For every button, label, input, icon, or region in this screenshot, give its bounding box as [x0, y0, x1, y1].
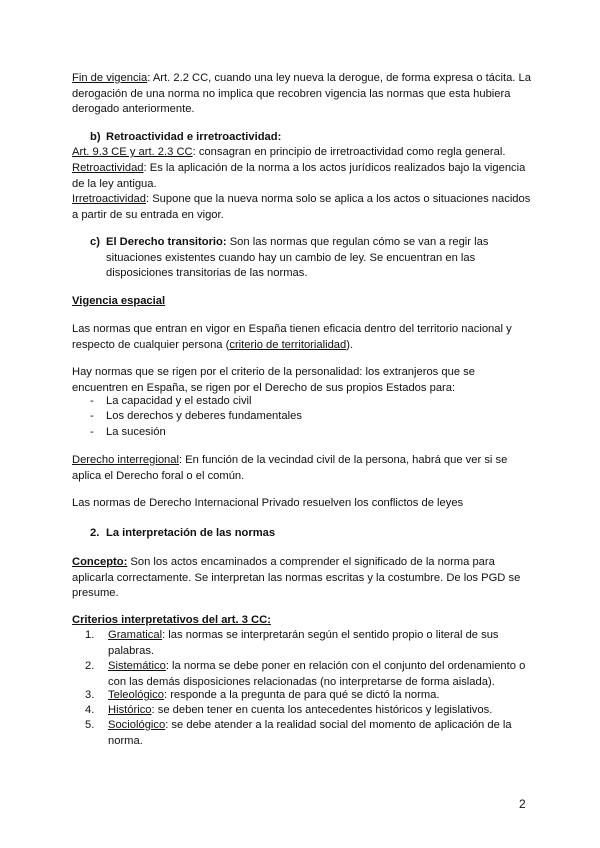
retro-line-1-label: Art. 9.3 CE y art. 2.3 CC [72, 146, 193, 158]
vigencia-p1-b: ). [346, 338, 354, 351]
bullet-dash: - [90, 410, 94, 422]
criterio-text: : se debe atender a la realidad social del momento de aplicación de la norma. [108, 719, 512, 747]
concepto-label: Concepto: [72, 556, 128, 568]
retro-line-2 [72, 161, 534, 192]
criterio-text: : responde a la pregunta de para qué se dictó la norma. [163, 689, 440, 701]
criterio-label: Sociológico [108, 719, 166, 731]
criterio-number: 2. [85, 660, 95, 672]
criterio-number: 5. [85, 719, 95, 731]
section-2-title: La interpretación de las normas [106, 527, 276, 539]
criterio-text: : las normas se interpretarán según el sentido propio o literal de sus palabras. [108, 629, 499, 657]
criterio-item [108, 688, 534, 704]
retro-line-2-label: Retroactividad [72, 162, 144, 174]
bullet-item: La capacidad y el estado civil [106, 395, 252, 407]
retro-line-1-text: : consagran en principio de irretroactividad como regla general. [192, 146, 506, 158]
section-b-marker: b) [90, 131, 101, 143]
vigencia-espacial-p2: Hay normas que se rigen por el criterio de la personalidad: los extranjeros que se encuentren en España, se rigen por el Derecho de sus propios Estados para: [72, 366, 475, 394]
criterios-heading: Criterios interpretativos del art. 3 CC: [72, 614, 271, 626]
concepto-text: Son los actos encaminados a comprender el significado de la norma para aplicarla correctamente. Se interpretan las normas escritas y la costumbre. De los PGD se presume. [72, 556, 521, 600]
vigencia-espacial-heading: Vigencia espacial [72, 295, 166, 307]
section-2-marker: 2. [90, 527, 100, 539]
section-c-text: Son las normas que regulan cómo se van a regir las situaciones existentes cuando hay un cambio de ley. Se encuentran en las disposiciones transitorias de las normas. [106, 236, 489, 280]
criterio-number: 4. [85, 704, 95, 716]
fin-vigencia-label: Fin de vigencia [72, 72, 148, 84]
derecho-interregional-text: : En función de la vecindad civil de la persona, habrá que ver si se aplica el Derecho foral o el común. [72, 454, 508, 482]
bullet-item: La sucesión [106, 426, 166, 438]
criterio-number: 1. [85, 629, 95, 641]
vigencia-espacial-p1 [72, 322, 534, 353]
bullet-item: Los derechos y deberes fundamentales [106, 410, 302, 422]
criterio-number: 3. [85, 689, 95, 701]
retro-line-1 [72, 145, 534, 161]
criterio-label: Gramatical [108, 629, 163, 641]
fin-vigencia-text: : Art. 2.2 CC, cuando una ley nueva la derogue, de forma expresa o tácita. La derogación de una norma no implica que recobren vigencia las normas que esta hubiera derogado anteriormente. [72, 72, 531, 116]
criterio-item [108, 703, 534, 719]
dip-paragraph: Las normas de Derecho Internacional Privado resuelven los conflictos de leyes [72, 497, 464, 509]
bullet-dash: - [90, 426, 94, 438]
section-c-paragraph [106, 235, 536, 282]
criterio-text: : se deben tener en cuenta los antecedentes históricos y legislativos. [151, 704, 493, 716]
concepto-paragraph [72, 555, 534, 602]
retro-line-3 [72, 192, 534, 223]
criterio-label: Sistemático [108, 660, 166, 672]
criterio-item [108, 628, 534, 659]
criterio-territorialidad: criterio de territorialidad [229, 338, 347, 351]
criterio-label: Histórico [108, 704, 152, 716]
bullet-dash: - [90, 395, 94, 407]
criterio-item [108, 659, 534, 690]
criterio-label: Teleológico [108, 689, 164, 701]
criterio-text: : la norma se debe poner en relación con el conjunto del ordenamiento o con las demás disposiciones relacionadas (no interpretarse de forma aislada). [108, 660, 526, 688]
page-number: 2 [519, 797, 526, 811]
section-c-marker: c) [90, 236, 100, 248]
retro-line-2-text: : Es la aplicación de la norma a los actos jurídicos realizados bajo la vigencia de la ley antigua. [72, 162, 526, 190]
retro-line-3-text: : Supone que la nueva norma solo se aplica a los actos o situaciones nacidos a partir de su entrada en vigor. [72, 193, 531, 221]
derecho-interregional-label: Derecho interregional [72, 454, 179, 466]
retro-line-3-label: Irretroactividad [72, 193, 146, 205]
criterio-item [108, 718, 534, 749]
fin-vigencia-paragraph [72, 71, 534, 118]
derecho-interregional-paragraph [72, 453, 534, 484]
section-c-title: El Derecho transitorio: [106, 236, 227, 248]
vigencia-p1-a: Las normas que entran en vigor en España tienen eficacia dentro del territorio nacional y respecto de cualquier persona ( [72, 323, 512, 351]
section-b-title: Retroactividad e irretroactividad: [106, 131, 282, 143]
